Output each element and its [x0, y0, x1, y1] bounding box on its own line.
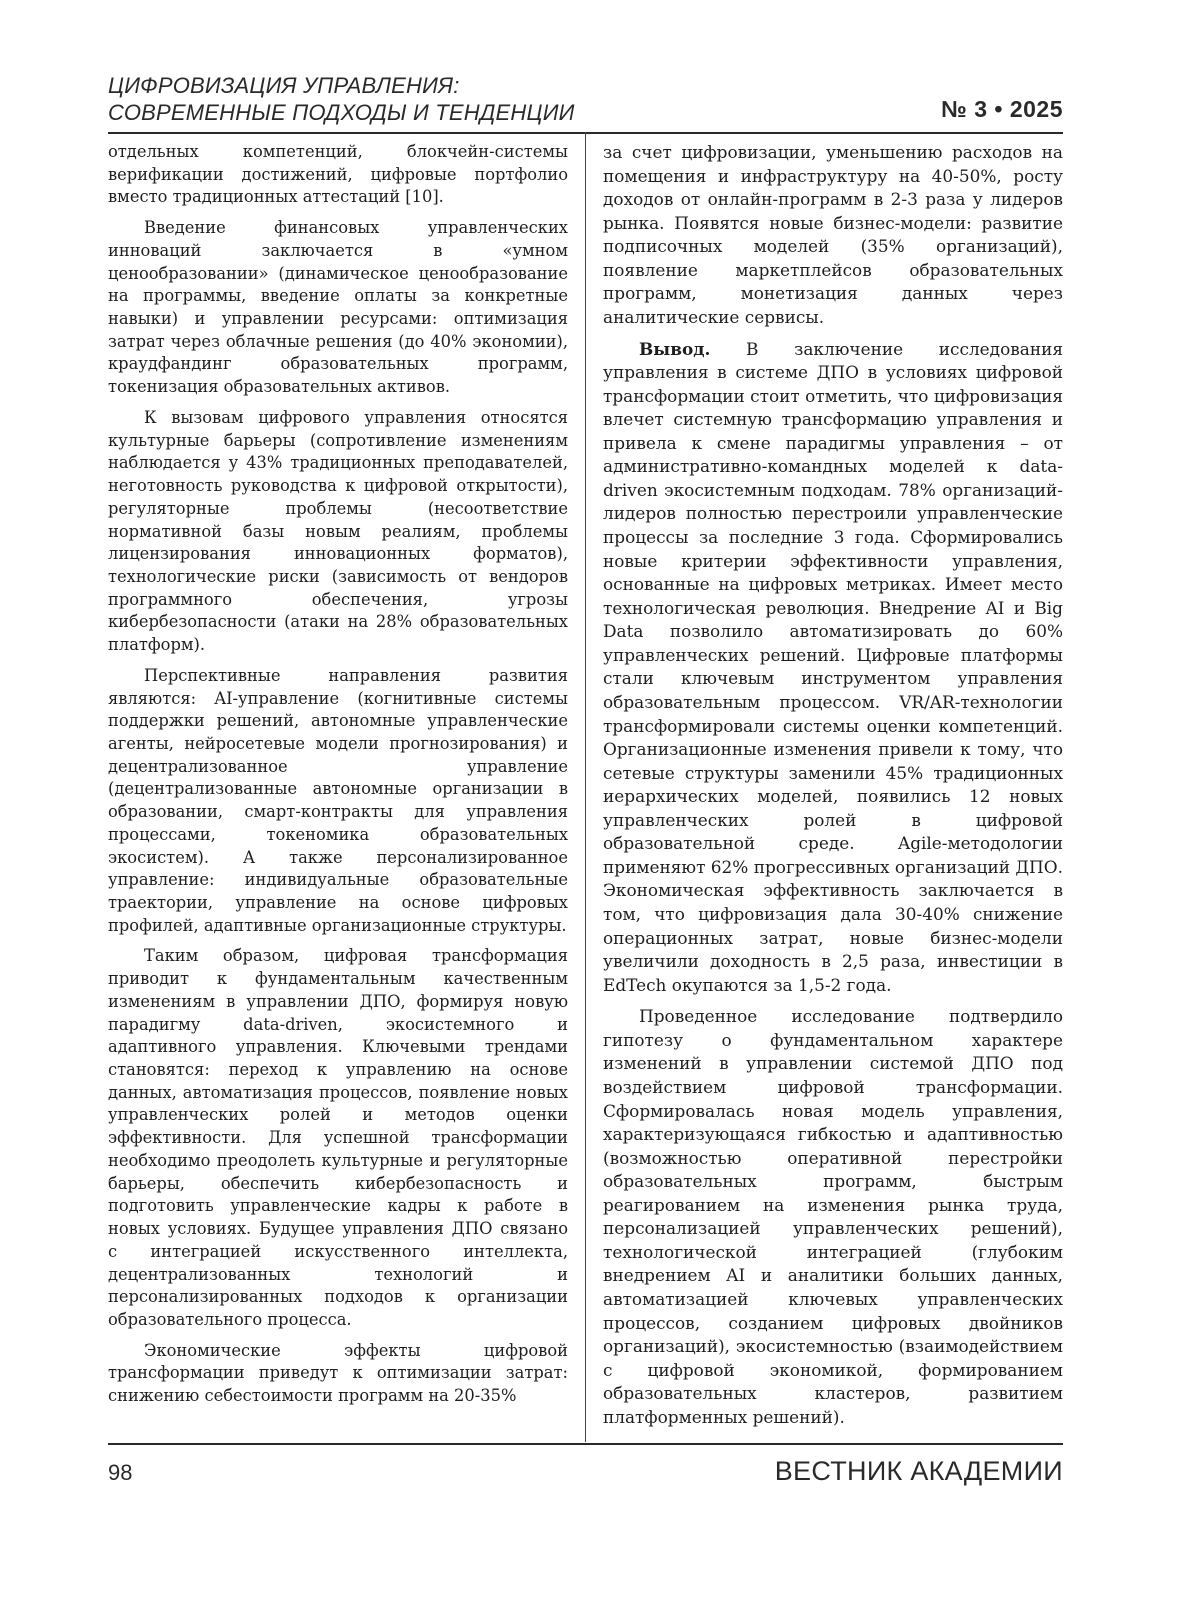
- issue-number: № 3 • 2025: [941, 96, 1063, 122]
- paragraph: К вызовам цифрового управления относятся культурные барьеры (сопротивление изменениям наблюдается у 43% традиционных преподавателей, неготовность руководства к цифровой открытости), регуляторные проблемы (несоответствие нормативной базы новым реалиям, проблемы лицензирования инновационных форматов), технологические риски (зависимость от вендоров программного обеспечения, угрозы кибербезопасности (атаки на 28% образовательных платформ).: [108, 407, 568, 655]
- column-divider: [585, 132, 586, 1442]
- section-title-line-2: СОВРЕМЕННЫЕ ПОДХОДЫ И ТЕНДЕНЦИИ: [108, 100, 575, 125]
- paragraph: Экономические эффекты цифровой трансформации приведут к оптимизации затрат: снижению себестоимости программ на 20-35%: [108, 1340, 568, 1406]
- conclusion-text: В заключение исследования управления в системе ДПО в условиях цифровой трансформации стоит отметить, что цифровизация влечет системную трансформацию управления и привела к смене парадигмы управления – от административно-командных моделей к data-driven экосистемным подходам. 78% организаций-лидеров полностью перестроили управленческие процессы за последние 3 года. Сформировались новые критерии эффективности управления, основанные на цифровых метриках. Имеет место технологическая революция. Внедрение AI и Big Data позволило автоматизировать до 60% управленческих решений. Цифровые платформы стали ключевым инструментом управления образовательным процессом. VR/AR-технологии трансформировали системы оценки компетенций. Организационные изменения привели к тому, что сетевые структуры заменили 45% традиционных иерархических моделей, появились 12 новых управленческих ролей в цифровой образовательной среде. Agile-методологии применяют 62% прогрессивных организаций ДПО. Экономическая эффективность заключается в том, что цифровизация дала 30-40% снижение операционных затрат, новые бизнес-модели увеличили доходность в 2,5 раза, инвестиции в EdTech окупаются за 1,5-2 года.: [603, 338, 1064, 995]
- journal-name: ВЕСТНИК АКАДЕМИИ: [774, 1456, 1063, 1486]
- running-header: [108, 72, 1063, 130]
- section-title-line-1: ЦИФРОВИЗАЦИЯ УПРАВЛЕНИЯ:: [108, 73, 460, 98]
- page-number: 98: [108, 1460, 133, 1485]
- paragraph: Таким образом, цифровая трансформация приводит к фундаментальным качественным изменениям в управлении ДПО, формируя новую парадигму data-driven, экосистемного и адаптивного управления. Ключевыми трендами становятся: переход к управлению на основе данных, автоматизация процессов, появление новых управленческих ролей и методов оценки эффективности. Для успешной трансформации необходимо преодолеть культурные и регуляторные барьеры, обеспечить кибербезопасность и подготовить управленческие кадры к работе в новых условиях. Будущее управления ДПО связано с интеграцией искусственного интеллекта, децентрализованных технологий и персонализированных подходов к организации образовательного процесса.: [108, 946, 568, 1329]
- footer-divider: [108, 1443, 1063, 1445]
- left-column: [108, 141, 568, 1416]
- paragraph: за счет цифровизации, уменьшению расходов на помещения и инфраструктуру на 40-50%, росту доходов от онлайн-программ в 2-3 раза у лидеров рынка. Появятся новые бизнес-модели: развитие подписочных моделей (35% организаций), появление маркетплейсов образовательных программ, монетизация данных через аналитические сервисы.: [603, 142, 1063, 327]
- paragraph: Проведенное исследование подтвердило гипотезу о фундаментальном характере изменений в управлении системой ДПО под воздействием цифровой трансформации. Сформировалась новая модель управления, характеризующаяся гибкостью и адаптивностью (возможностью оперативной перестройки образовательных программ, быстрым реагированием на изменения рынка труда, персонализацией управленческих решений), технологической интеграцией (глубоким внедрением AI и аналитики больших данных, автоматизацией ключевых управленческих процессов, созданием цифровых двойников организаций), экосистемностью (взаимодействием с цифровой экономикой, формированием образовательных кластеров, развитием платформенных решений).: [603, 1006, 1063, 1427]
- section-title: [108, 72, 575, 126]
- paragraph: отдельных компетенций, блокчейн-системы верификации достижений, цифровые портфолио вместо традиционных аттестаций [10].: [108, 142, 568, 207]
- paragraph: Введение финансовых управленческих инноваций заключается в «умном ценообразовании» (динамическое ценообразование на программы, введение оплаты за конкретные навыки) и управлении ресурсами: оптимизация затрат через облачные решения (до 40% экономии), краудфандинг образовательных программ, токенизация образовательных активов.: [108, 218, 568, 397]
- conclusion-paragraph: [603, 338, 1063, 998]
- conclusion-lead: Вывод.: [639, 338, 711, 359]
- right-column: [603, 141, 1063, 1437]
- paragraph: Перспективные направления развития являются: AI-управление (когнитивные системы поддержки решений, автономные управленческие агенты, нейросетевые модели прогнозирования) и децентрализованное управление (децентрализованные автономные организации в образовании, смарт-контракты для управления процессами, токеномика образовательных экосистем). А также персонализированное управление: индивидуальные образовательные траектории, управление на основе цифровых профилей, адаптивные организационные структуры.: [108, 665, 568, 935]
